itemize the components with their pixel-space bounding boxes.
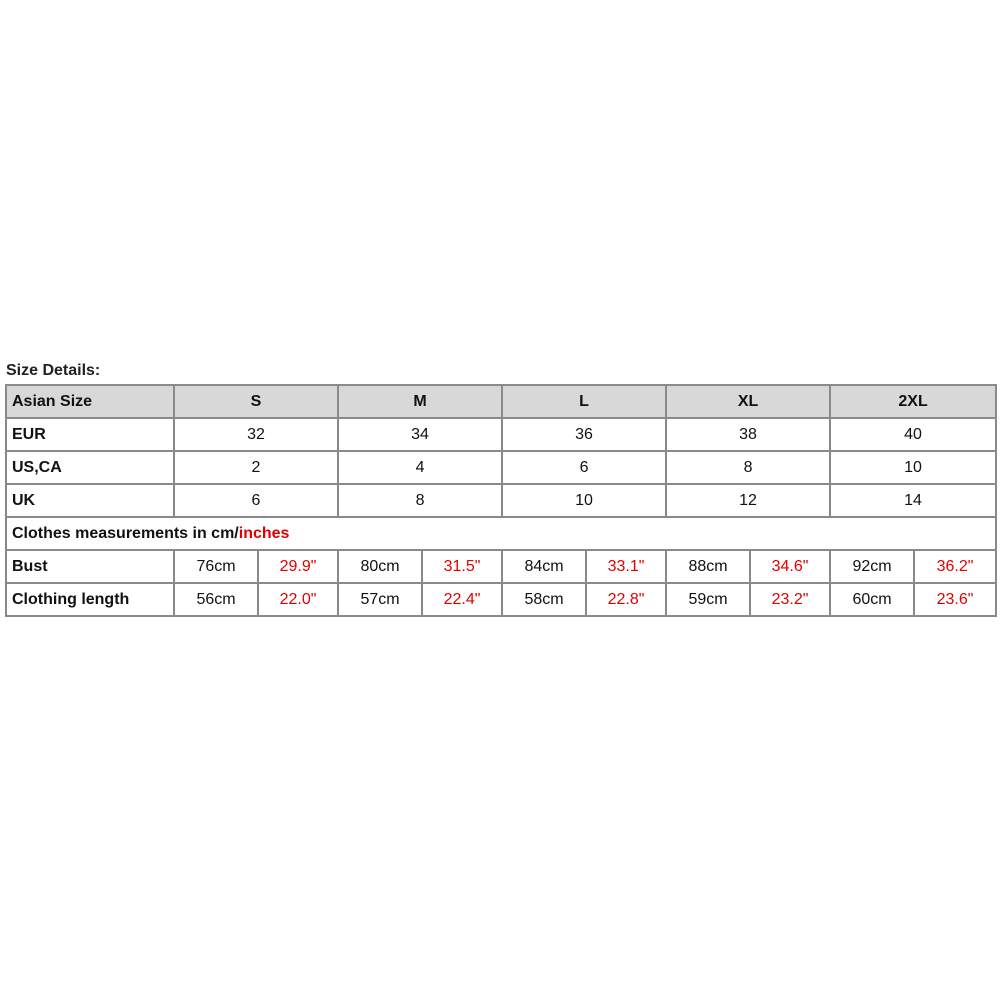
size-chart-table <box>5 384 997 617</box>
cm-cell: 59cm <box>666 583 750 616</box>
table-row-uk <box>6 484 996 517</box>
cm-cell: 60cm <box>830 583 914 616</box>
inch-cell: 36.2" <box>914 550 996 583</box>
inch-cell: 22.4" <box>422 583 502 616</box>
table-row-clothing-length <box>6 583 996 616</box>
inch-cell: 34.6" <box>750 550 830 583</box>
cm-cell: 56cm <box>174 583 258 616</box>
size-header-xl: XL <box>666 385 830 418</box>
size-details-heading: Size Details: <box>6 362 101 379</box>
cm-cell: 58cm <box>502 583 586 616</box>
table-cell: 40 <box>830 418 996 451</box>
table-row-bust <box>6 550 996 583</box>
measurements-highlight: inches <box>238 524 290 542</box>
table-cell: 10 <box>830 451 996 484</box>
table-cell: 12 <box>666 484 830 517</box>
size-header-l: L <box>502 385 666 418</box>
cm-cell: 88cm <box>666 550 750 583</box>
table-row-us-ca <box>6 451 996 484</box>
cm-cell: 80cm <box>338 550 422 583</box>
inch-cell: 31.5" <box>422 550 502 583</box>
table-cell: 14 <box>830 484 996 517</box>
inch-cell: 23.2" <box>750 583 830 616</box>
size-header-2xl: 2XL <box>830 385 996 418</box>
measurements-section-row <box>6 517 996 550</box>
table-cell: 8 <box>666 451 830 484</box>
table-cell: 8 <box>338 484 502 517</box>
measurements-section-title <box>6 517 996 550</box>
table-cell: 32 <box>174 418 338 451</box>
table-row-eur <box>6 418 996 451</box>
inch-cell: 29.9" <box>258 550 338 583</box>
size-header-s: S <box>174 385 338 418</box>
row-label: UK <box>6 484 174 517</box>
row-label: EUR <box>6 418 174 451</box>
cm-cell: 92cm <box>830 550 914 583</box>
asian-size-label: Asian Size <box>6 385 174 418</box>
inch-cell: 33.1" <box>586 550 666 583</box>
row-label: US,CA <box>6 451 174 484</box>
table-cell: 34 <box>338 418 502 451</box>
table-cell: 36 <box>502 418 666 451</box>
size-header-m: M <box>338 385 502 418</box>
table-cell: 38 <box>666 418 830 451</box>
table-cell: 10 <box>502 484 666 517</box>
table-cell: 4 <box>338 451 502 484</box>
table-cell: 6 <box>502 451 666 484</box>
row-label: Bust <box>6 550 174 583</box>
cm-cell: 57cm <box>338 583 422 616</box>
row-label: Clothing length <box>6 583 174 616</box>
table-cell: 6 <box>174 484 338 517</box>
cm-cell: 84cm <box>502 550 586 583</box>
measurements-prefix: Clothes measurements in cm/ <box>12 524 239 542</box>
inch-cell: 22.0" <box>258 583 338 616</box>
cm-cell: 76cm <box>174 550 258 583</box>
inch-cell: 22.8" <box>586 583 666 616</box>
inch-cell: 23.6" <box>914 583 996 616</box>
table-cell: 2 <box>174 451 338 484</box>
header-row <box>6 385 996 418</box>
